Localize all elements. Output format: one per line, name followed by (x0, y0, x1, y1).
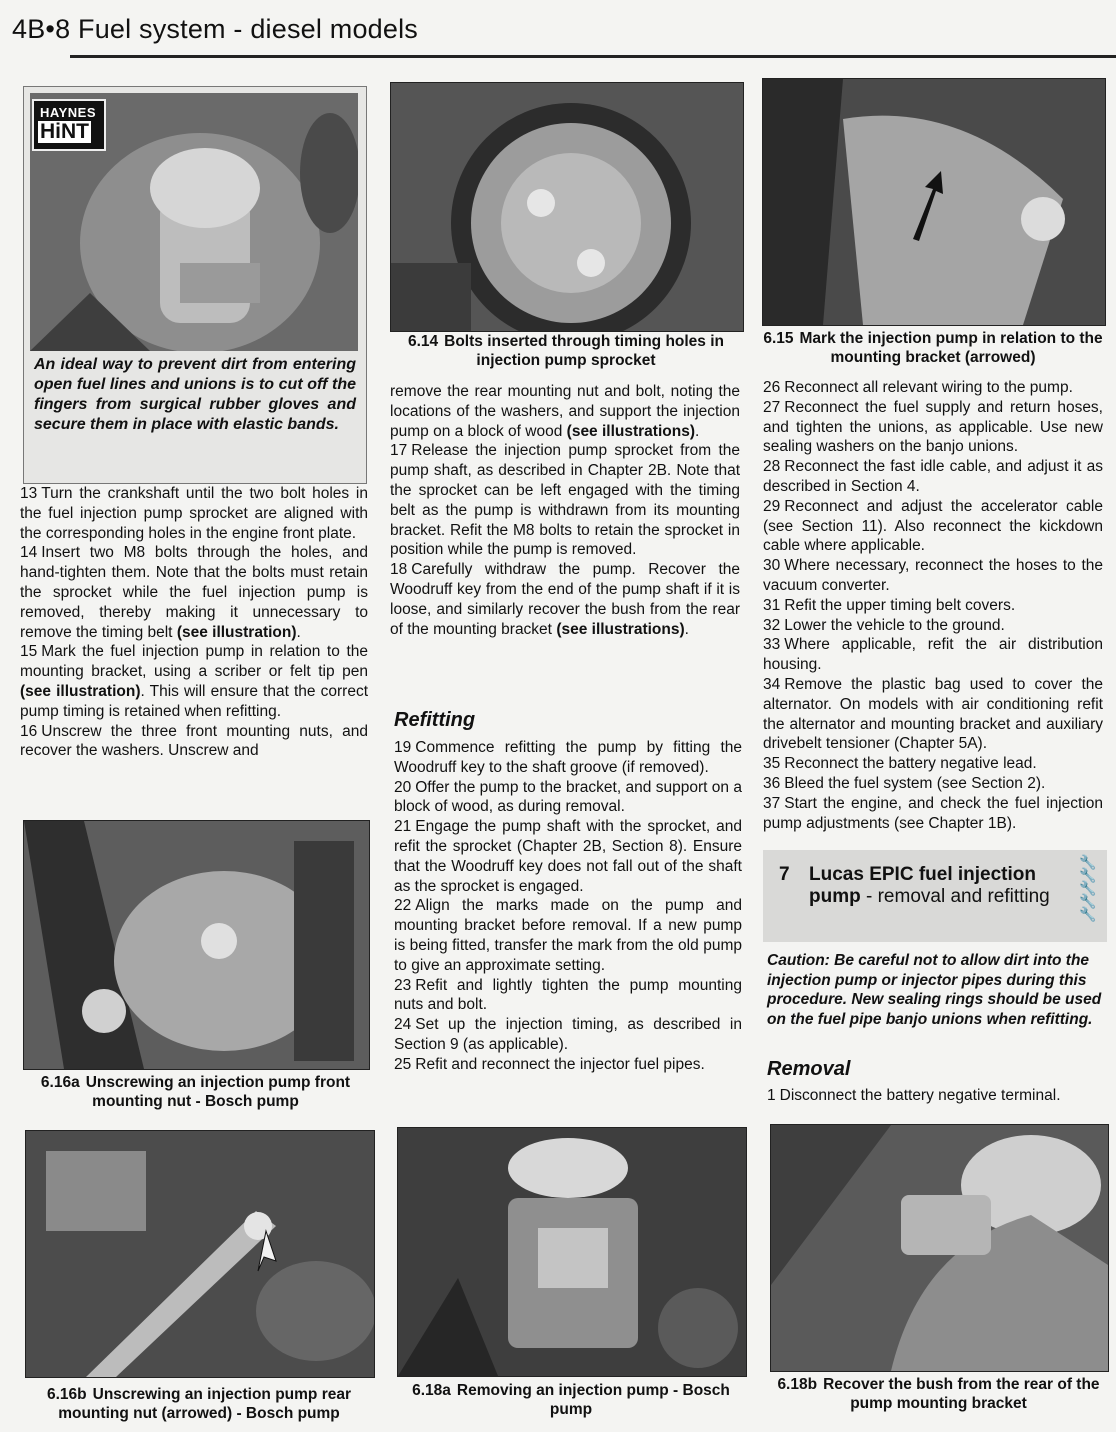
haynes-hint-logo: HAYNES HiNT (32, 99, 106, 151)
photo-6-16b (25, 1130, 375, 1378)
column-1-text (20, 484, 368, 761)
caption-6-16b: 6.16b Unscrewing an injection pump rear mounting nut (arrowed) - Bosch pump (46, 1386, 352, 1422)
step-35: 35 Reconnect the battery negative lead. (763, 755, 1037, 773)
step-27: 27 Reconnect the fuel supply and return hoses, and tighten the unions, as applicable. Use new sealing washers on the banjo unions. (763, 398, 1103, 456)
haynes-hint-box (23, 86, 367, 484)
step-36: 36 Bleed the fuel system (see Section 2). (763, 774, 1046, 792)
photo-6-18a (397, 1127, 747, 1377)
photo-6-14 (390, 82, 744, 332)
step-15: 15 Mark the fuel injection pump in relation to the mounting bracket, using a scriber or felt tip pen (see illustration). This will ensure that the correct pump timing is retained when refitting. (20, 643, 368, 720)
step-31: 31 Refit the upper timing belt covers. (763, 596, 1016, 614)
page-header (0, 0, 1116, 66)
caption-6-18a: 6.18a Removing an injection pump - Bosch pump (412, 1382, 730, 1418)
column-2-text (390, 382, 740, 639)
caution-note: Caution: Be careful not to allow dirt into the injection pump or injector pipes during this procedure. New sealing rings should be used on the fuel pipe banjo unions when refitting. (767, 952, 1102, 1028)
step-17: 17 Release the injection pump sprocket from the pump shaft, as described in Chapter 2B. Note that the sprocket can be left engaged with the timing belt as the pump is withdrawn from its mounting bracket. Refit the M8 bolts to retain the sprocket in position while the pump is removed. (390, 442, 740, 559)
step-24: 24 Set up the injection timing, as described in Section 9 (as applicable). (394, 1016, 742, 1053)
section-number: 7 (779, 864, 790, 885)
step-22: 22 Align the marks made on the pump and mounting bracket before removal. If a new pump is being fitted, transfer the mark from the old pump to give an approximate setting. (394, 897, 742, 974)
column-3-text (763, 378, 1103, 833)
caption-6-18b: 6.18b Recover the bush from the rear of the pump mounting bracket (777, 1376, 1100, 1412)
removal-text (767, 1086, 1107, 1106)
step-16-cont: remove the rear mounting nut and bolt, noting the locations of the washers, and support the injection pump on a block of wood (see illustrations). (390, 383, 740, 440)
step-37: 37 Start the engine, and check the fuel injection pump adjustments (see Chapter 1B). (763, 794, 1103, 832)
hint-text: An ideal way to prevent dirt from entering open fuel lines and unions is to cut off the fingers from surgical rubber gloves and secure them in place with elastic bands. (34, 356, 356, 433)
step-21: 21 Engage the pump shaft with the sprocket, and refit the sprocket (Chapter 2B, Section 8). Ensure that the Woodruff key does not fall out of the shaft as the sprocket is engaged. (394, 818, 742, 895)
step-26: 26 Reconnect all relevant wiring to the pump. (763, 379, 1073, 396)
page-title: 4B•8 Fuel system - diesel models (12, 14, 419, 44)
step-29: 29 Reconnect and adjust the accelerator cable (see Section 11). Also reconnect the kickdown cable where applicable. (763, 497, 1103, 555)
step-25: 25 Refit and reconnect the injector fuel pipes. (394, 1055, 705, 1073)
step-18: 18 Carefully withdraw the pump. Recover the Woodruff key from the end of the pump shaft if it is loose, and similarly recover the bush from the rear of the mounting bracket (see illustrations). (390, 561, 740, 638)
photo-6-16a (23, 820, 370, 1070)
photo-6-15 (762, 78, 1106, 326)
refitting-heading: Refitting (394, 709, 476, 731)
column-2-refitting-text (394, 738, 742, 1075)
section-title-line2: pump - removal and refitting (809, 886, 1050, 907)
step-14: 14 Insert two M8 bolts through the holes, and hand-tighten them. Note that the bolts must retain the sprocket while the fuel injection pump is removed, thereby making it unnecessary to remove the timing belt (see illustration). (20, 544, 368, 641)
removal-step-1: 1 Disconnect the battery negative terminal. (767, 1087, 1061, 1104)
step-30: 30 Where necessary, reconnect the hoses to the vacuum converter. (763, 557, 1103, 594)
step-34: 34 Remove the plastic bag used to cover the alternator. On models with air conditioning refit the alternator and mounting bracket and auxiliary drivebelt tensioner (Chapter 5A). (763, 675, 1103, 753)
caption-6-16a: 6.16a Unscrewing an injection pump front mounting nut - Bosch pump (40, 1074, 351, 1110)
section-7-heading (763, 850, 1107, 942)
difficulty-spanner-icon: 🔧 🔧 🔧 🔧 🔧 (1079, 854, 1097, 922)
photo-6-18b (770, 1124, 1109, 1372)
caption-6-15: 6.15 Mark the injection pump in relation to the mounting bracket (arrowed) (763, 330, 1103, 366)
caption-6-14: 6.14 Bolts inserted through timing holes in injection pump sprocket (407, 333, 725, 369)
step-19: 19 Commence refitting the pump by fitting the Woodruff key to the shaft groove (if removed). (394, 739, 742, 776)
removal-heading: Removal (767, 1058, 851, 1080)
header-rule (70, 55, 1116, 58)
step-32: 32 Lower the vehicle to the ground. (763, 616, 1005, 634)
step-20: 20 Offer the pump to the bracket, and support on a block of wood, as during removal. (394, 778, 742, 816)
step-33: 33 Where applicable, refit the air distribution housing. (763, 636, 1103, 674)
step-13: 13 Turn the crankshaft until the two bolt holes in the fuel injection pump sprocket are aligned with the corresponding holes in the engine front plate. (20, 485, 368, 542)
step-23: 23 Refit and lightly tighten the pump mounting nuts and bolt. (394, 976, 742, 1014)
step-28: 28 Reconnect the fast idle cable, and adjust it as described in Section 4. (763, 458, 1103, 495)
section-title-line1: Lucas EPIC fuel injection (809, 864, 1036, 885)
step-16: 16 Unscrew the three front mounting nuts, and recover the washers. Unscrew and (20, 722, 368, 760)
